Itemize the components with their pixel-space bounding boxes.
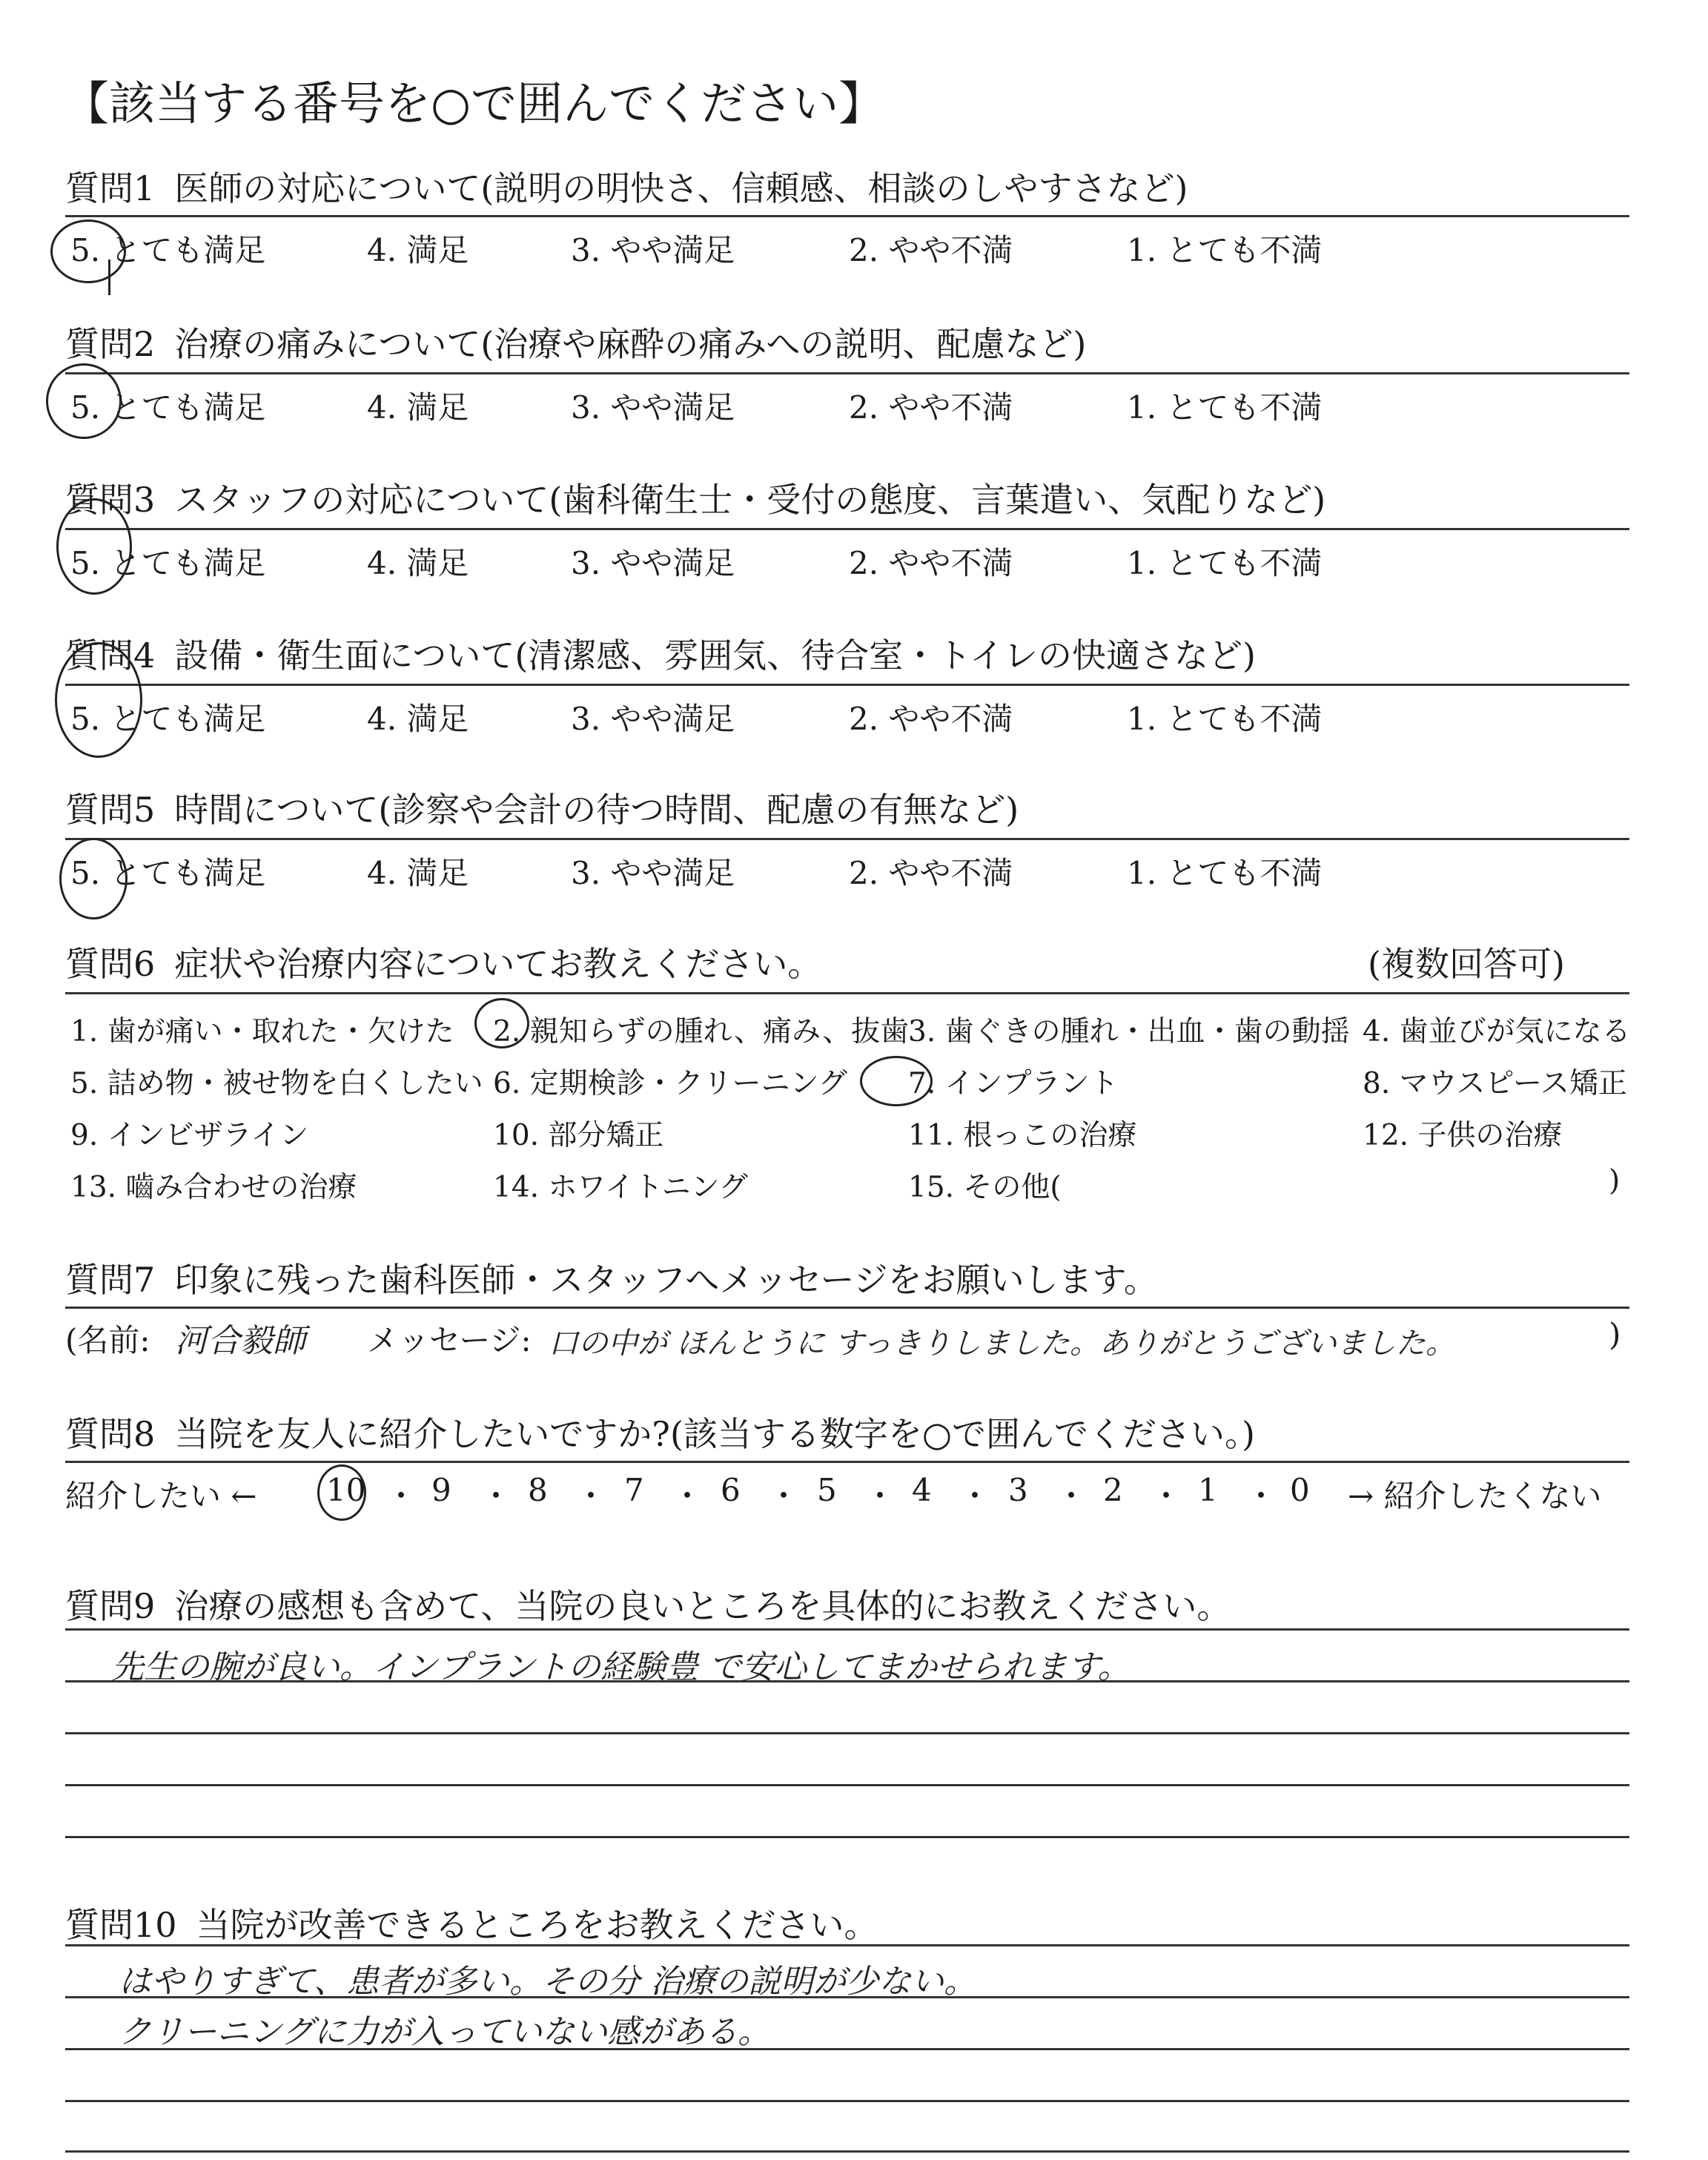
rating-option-1[interactable]: 1. とても不満 [1127,545,1323,581]
hand-circle-mark [860,1056,933,1106]
improvement-handwritten-line1: はやりすぎて、患者が多い。その分 治療の説明が少ない。 [119,1963,977,2001]
rating-option-5[interactable]: 5. とても満足 [70,855,266,891]
question-text: 症状や治療内容についてお教えください。 [174,944,822,984]
question-number: 質問3 [65,480,156,520]
rating-option-2[interactable]: 2. やや不満 [849,232,1013,268]
rating-option-5[interactable]: 5. とても満足 [70,389,266,426]
question-5-header [65,783,1019,832]
question-number: 質問7 [65,1260,156,1300]
question-text: 医師の対応について(説明の明快さ、信頼感、相談のしやすさなど) [174,168,1188,208]
symptom-option[interactable]: 7. インプラント [908,1067,1119,1100]
answer-line [65,2150,1629,2153]
scale-value-7[interactable]: 7 [624,1472,644,1508]
symptom-option[interactable]: 10. 部分矯正 [493,1119,664,1152]
hand-circle-mark [50,219,126,283]
question-text: 設備・衛生面について(清潔感、雰囲気、待合室・トイレの快適さなど) [174,635,1256,676]
rating-option-1[interactable]: 1. とても不満 [1127,389,1323,426]
question-7-header [65,1253,1158,1302]
hand-circle-mark [474,998,529,1048]
question-9-header [65,1579,1231,1628]
good-points-handwritten: 先生の腕が良い。インプラントの経験豊 で安心してまかせられます。 [111,1648,1131,1686]
scale-value-5[interactable]: 5 [817,1472,837,1508]
symptom-option[interactable]: 8. マウスピース矯正 [1363,1067,1627,1100]
question-3-header [65,473,1325,522]
question-number: 質問5 [65,790,156,830]
recommend-left-label: 紹介したい ← [65,1478,257,1514]
answer-line [65,1732,1629,1734]
answer-line [65,1680,1629,1682]
scale-value-2[interactable]: 2 [1103,1472,1123,1508]
question-2-header [65,317,1086,366]
scale-value-0[interactable]: 0 [1290,1472,1310,1508]
question-text: 治療の感想も含めて、当院の良いところを具体的にお教えください。 [174,1586,1231,1626]
multiple-answer-note: (複数回答可) [1368,944,1565,984]
scale-value-4[interactable]: 4 [912,1472,932,1508]
scale-value-3[interactable]: 3 [1008,1472,1028,1508]
rating-option-3[interactable]: 3. やや満足 [571,232,735,268]
question-number: 質問10 [65,1905,177,1945]
name-handwritten: 河合毅師 [175,1322,305,1360]
question-4-header [65,629,1256,678]
scale-separator: ・ [480,1478,512,1514]
rating-option-1[interactable]: 1. とても不満 [1127,855,1323,891]
rating-option-4[interactable]: 4. 満足 [367,701,469,737]
answer-line [65,1944,1629,1946]
question-text: 治療の痛みについて(治療や麻酔の痛みへの説明、配慮など) [174,324,1087,364]
rating-option-2[interactable]: 2. やや不満 [849,545,1013,581]
divider [65,215,1629,217]
message-label: メッセージ: [367,1322,532,1358]
divider [65,528,1629,530]
hand-circle-mark [46,363,122,439]
rating-option-4[interactable]: 4. 満足 [367,855,469,891]
hand-stroke [108,260,110,295]
scale-separator: ・ [575,1478,607,1514]
symptom-option[interactable]: 4. 歯並びが気になる [1363,1015,1631,1048]
rating-option-5[interactable]: 5. とても満足 [70,545,266,581]
scale-separator: ・ [768,1478,800,1514]
answer-line [65,1996,1629,1998]
message-close-paren: ) [1609,1316,1621,1353]
question-number: 質問9 [65,1586,156,1626]
divider [65,992,1629,994]
divider [65,372,1629,374]
rating-option-3[interactable]: 3. やや満足 [571,701,735,737]
scale-value-6[interactable]: 6 [721,1472,741,1508]
hand-circle-mark [55,642,142,758]
improvement-handwritten-line2: クリーニングに力が入っていない感がある。 [119,2013,771,2051]
divider [65,838,1629,840]
question-text: 当院が改善できるところをお教えください。 [196,1905,878,1945]
scale-value-9[interactable]: 9 [431,1472,451,1508]
symptom-option[interactable]: 12. 子供の治療 [1363,1119,1563,1152]
rating-option-3[interactable]: 3. やや満足 [571,855,735,891]
rating-option-3[interactable]: 3. やや満足 [571,545,735,581]
answer-line [65,2100,1629,2102]
rating-option-4[interactable]: 4. 満足 [367,389,469,426]
message-handwritten: 口の中が ほんとうに すっきりしました。ありがとうございました。 [549,1327,1456,1361]
symptom-option[interactable]: 3. 歯ぐきの腫れ・出血・歯の動揺 [908,1015,1350,1048]
question-10-header [65,1898,878,1947]
rating-option-2[interactable]: 2. やや不満 [849,389,1013,426]
scale-separator: ・ [959,1478,991,1514]
rating-option-1[interactable]: 1. とても不満 [1127,701,1323,737]
symptom-option[interactable]: 11. 根っこの治療 [908,1119,1137,1152]
scale-separator: ・ [1056,1478,1088,1514]
symptom-option[interactable]: 6. 定期検診・クリーニング [493,1067,847,1100]
rating-option-2[interactable]: 2. やや不満 [849,855,1013,891]
question-number: 質問6 [65,944,156,984]
rating-option-5[interactable]: 5. とても満足 [70,701,266,737]
question-number: 質問1 [65,168,156,208]
divider [65,1307,1629,1309]
question-6-header [65,937,821,986]
question-number: 質問8 [65,1414,156,1454]
symptom-option[interactable]: 5. 詰め物・被せ物を白くしたい [70,1067,483,1100]
question-text: 時間について(診察や会計の待つ時間、配慮の有無など) [174,790,1019,830]
symptom-option[interactable]: 1. 歯が痛い・取れた・欠けた [70,1015,454,1048]
answer-line [65,1628,1629,1631]
symptom-option[interactable]: 2. 親知らずの腫れ、痛み、抜歯 [493,1015,910,1048]
rating-option-3[interactable]: 3. やや満足 [571,389,735,426]
question-1-header [65,162,1188,211]
rating-option-2[interactable]: 2. やや不満 [849,701,1013,737]
scale-separator: ・ [1245,1478,1277,1514]
symptom-option[interactable]: 13. 嚙み合わせの治療 [70,1171,357,1204]
divider [65,1461,1629,1463]
scale-separator: ・ [864,1478,896,1514]
answer-line [65,1836,1629,1838]
rating-option-4[interactable]: 4. 満足 [367,545,469,581]
question-text: 当院を友人に紹介したいですか?(該当する数字を○で囲んでください。) [174,1414,1255,1454]
recommend-right-label: → 紹介したくない [1348,1478,1602,1514]
answer-line [65,2048,1629,2050]
other-close-paren: ) [1609,1164,1621,1198]
symptom-option[interactable]: 9. インビザライン [70,1119,309,1152]
scale-value-1[interactable]: 1 [1198,1472,1218,1508]
symptom-option-other[interactable]: 15. その他( [908,1171,1062,1204]
scale-separator: ・ [672,1478,704,1514]
question-text: 印象に残った歯科医師・スタッフへメッセージをお願いします。 [174,1260,1158,1300]
hand-circle-mark [59,838,128,919]
question-number: 質問2 [65,324,156,364]
symptom-option[interactable]: 14. ホワイトニング [493,1171,748,1204]
rating-option-5[interactable]: 5. とても満足 [70,232,266,268]
scale-separator: ・ [385,1478,417,1514]
hand-circle-mark [56,498,132,595]
scale-value-8[interactable]: 8 [528,1472,548,1508]
rating-option-1[interactable]: 1. とても不満 [1127,232,1323,268]
question-text: スタッフの対応について(歯科衛生士・受付の態度、言葉遣い、気配りなど) [174,480,1326,520]
answer-line [65,1784,1629,1786]
name-label: (名前: [65,1322,150,1358]
divider [65,684,1629,686]
page-title: 【該当する番号を○で囲んでください】 [63,76,885,131]
scale-separator: ・ [1151,1478,1182,1514]
scale-value-10[interactable]: 10 [326,1472,366,1508]
question-number: 質問4 [65,635,156,676]
hand-circle-mark [317,1464,366,1521]
question-8-header [65,1407,1255,1456]
rating-option-4[interactable]: 4. 満足 [367,232,469,268]
